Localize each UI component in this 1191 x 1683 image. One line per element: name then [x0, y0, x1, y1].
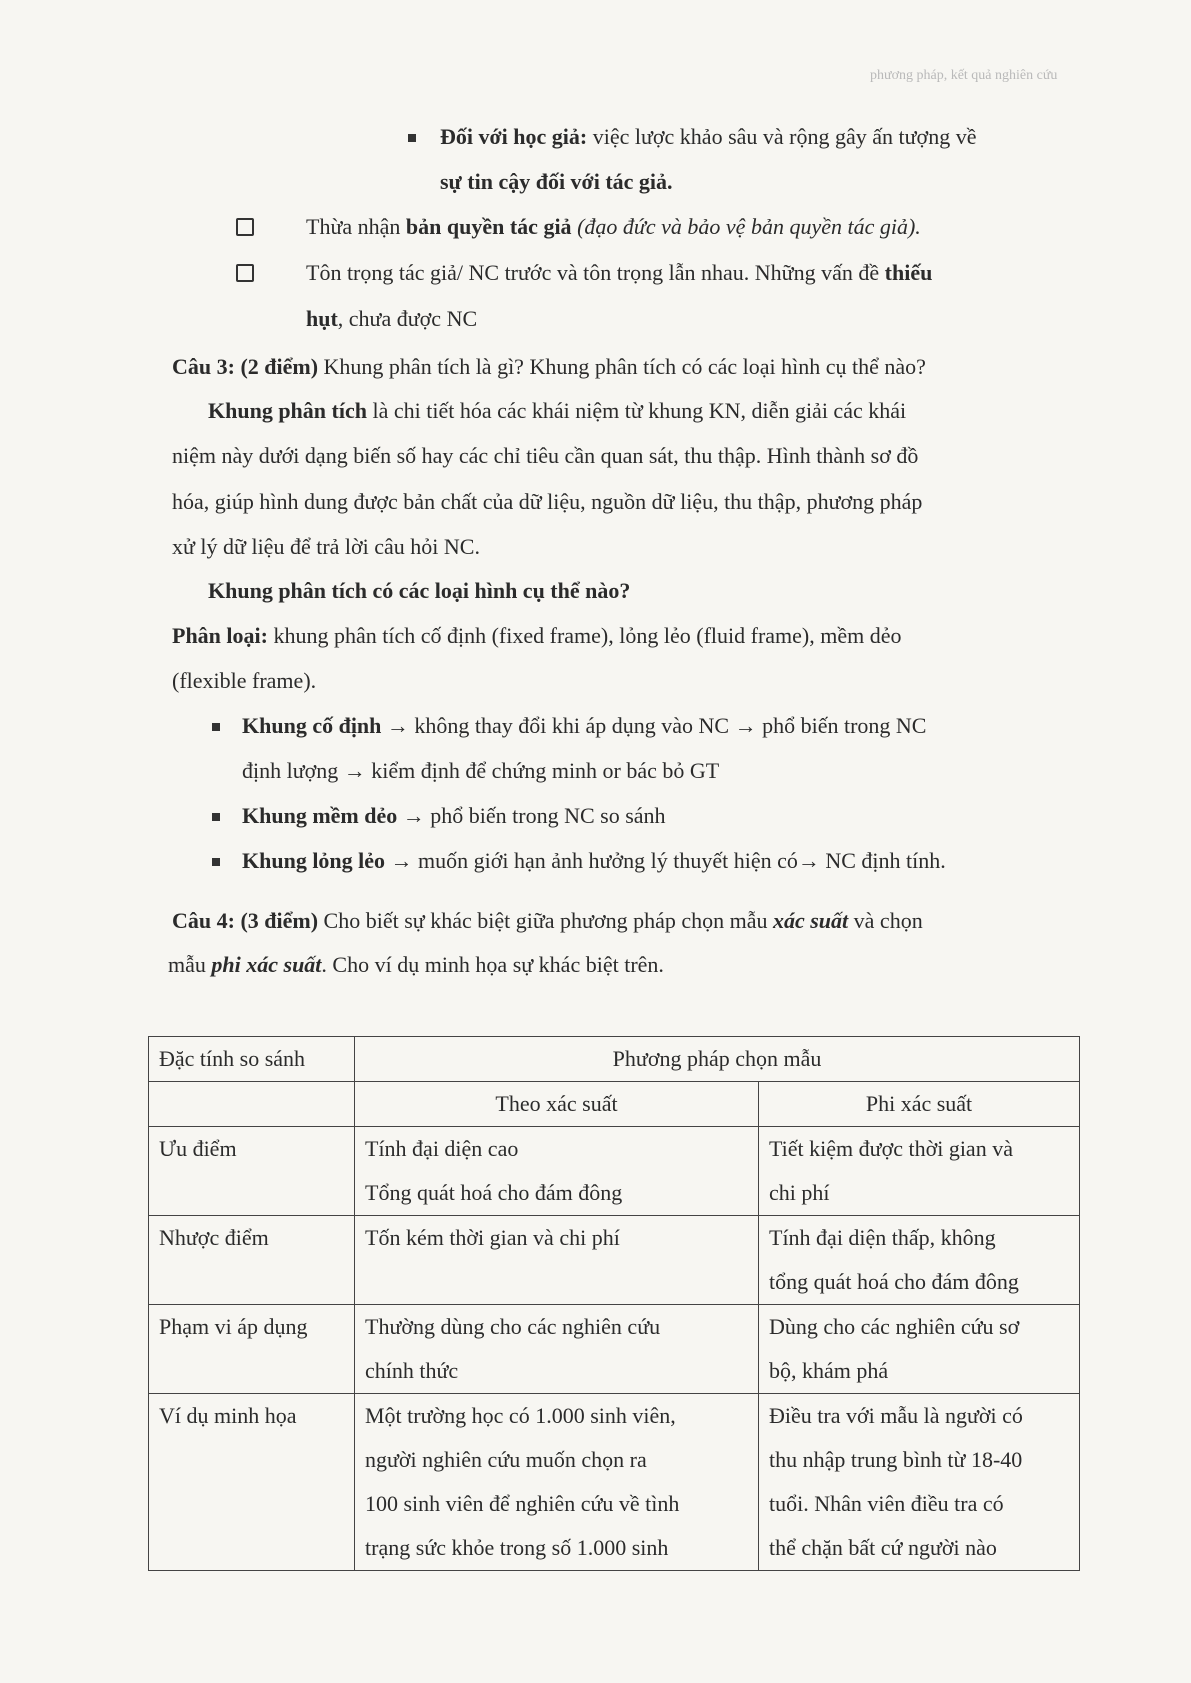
cell-line: chi phí — [769, 1180, 830, 1205]
row-label: Ưu điểm — [149, 1127, 355, 1216]
q4-l2a: mẫu — [168, 952, 212, 977]
row-label: Phạm vi áp dụng — [149, 1305, 355, 1394]
check2-bold1: thiếu — [884, 260, 933, 285]
q4-l2b: . Cho ví dụ minh họa sự khác biệt trên. — [321, 952, 664, 977]
row-prob-cell — [355, 1394, 759, 1571]
bullet-marker — [408, 134, 416, 142]
cell-line: bộ, khám phá — [769, 1358, 889, 1383]
frame-3-bold: Khung lỏng lẻo — [242, 848, 386, 873]
classify-l1: khung phân tích cố định (fixed frame), lỏng lẻo (fluid frame), mềm dẻo — [267, 623, 902, 648]
cell-line: Tiết kiệm được thời gian và — [769, 1136, 1013, 1161]
row-nonprob-cell — [759, 1394, 1080, 1571]
row-prob-cell — [355, 1216, 759, 1305]
cell-line: người nghiên cứu muốn chọn ra — [365, 1447, 647, 1472]
cell-line: Điều tra với mẫu là người có — [769, 1403, 1023, 1428]
question-4-line1 — [172, 906, 923, 936]
cell-line: Dùng cho các nghiên cứu sơ — [769, 1314, 1020, 1339]
bullet-scholar-label: Đối với học giả: — [440, 124, 588, 149]
bullet-scholar-line2: sự tin cậy đối với tác giả. — [440, 169, 673, 194]
q4-l1i: xác suất — [772, 908, 849, 933]
check-item-1 — [306, 212, 921, 242]
para1-line4: xử lý dữ liệu để trả lời câu hỏi NC. — [172, 534, 480, 559]
header-method: Phương pháp chọn mẫu — [355, 1037, 1080, 1082]
frame-3-text: → muốn giới hạn ảnh hưởng lý thuyết hiện có→ NC định tính. — [385, 848, 946, 873]
frame-item-1 — [242, 711, 926, 741]
row-label: Ví dụ minh họa — [149, 1394, 355, 1571]
check-item-2-line2 — [306, 304, 477, 334]
bullet-marker — [212, 723, 220, 731]
row-prob-cell — [355, 1305, 759, 1394]
cell-line: trạng sức khỏe trong số 1.000 sinh — [365, 1535, 669, 1560]
check2-text: Tôn trọng tác giả/ NC trước và tôn trọng lẫn nhau. Những vấn đề — [306, 260, 885, 285]
bullet-scholar-line1 — [440, 122, 976, 152]
classify-label: Phân loại: — [172, 623, 268, 648]
cell-line: thể chặn bất cứ người nào — [769, 1535, 997, 1560]
q4-l1b: và chọn — [848, 908, 923, 933]
table-row — [149, 1394, 1080, 1571]
check1-bold: bản quyền tác giả — [405, 214, 572, 239]
header-probability: Theo xác suất — [355, 1082, 759, 1127]
classify-line2: (flexible frame). — [172, 668, 317, 693]
cell-line: thu nhập trung bình từ 18-40 — [769, 1447, 1023, 1472]
cell-line: tuổi. Nhân viên điều tra có — [769, 1491, 1004, 1516]
checkbox-icon — [236, 218, 254, 236]
q3-text: Khung phân tích là gì? Khung phân tích có các loại hình cụ thể nào? — [318, 354, 926, 379]
q4-l2i: phi xác suất — [211, 952, 322, 977]
table-subheader-row — [149, 1082, 1080, 1127]
table-header-row — [149, 1037, 1080, 1082]
table-row — [149, 1305, 1080, 1394]
para1-line3: hóa, giúp hình dung được bản chất của dữ liệu, nguồn dữ liệu, thu thập, phương pháp — [172, 489, 923, 514]
row-nonprob-cell — [759, 1305, 1080, 1394]
para1-line1 — [208, 396, 906, 426]
para1-bold: Khung phân tích — [208, 398, 367, 423]
subheading: Khung phân tích có các loại hình cụ thể nào? — [208, 578, 631, 603]
frame-item-3 — [242, 846, 946, 876]
table-row — [149, 1127, 1080, 1216]
comparison-table — [148, 1036, 1080, 1571]
q3-label: Câu 3: (2 điểm) — [172, 354, 319, 379]
cell-line: 100 sinh viên để nghiên cứu về tình — [365, 1491, 680, 1516]
para1-l1: là chi tiết hóa các khái niệm từ khung KN, diễn giải các khái — [366, 398, 907, 423]
question-4-line2 — [168, 950, 664, 980]
header-non-probability: Phi xác suất — [759, 1082, 1080, 1127]
frame-2-bold: Khung mềm dẻo — [242, 803, 398, 828]
cell-line: Tính đại diện thấp, không — [769, 1225, 996, 1250]
cell-line: Một trường học có 1.000 sinh viên, — [365, 1403, 676, 1428]
frame-item-1-line2: định lượng → kiểm định để chứng minh or bác bỏ GT — [242, 758, 720, 783]
row-nonprob-cell — [759, 1216, 1080, 1305]
check1-italic: (đạo đức và bảo vệ bản quyền tác giả). — [571, 214, 921, 239]
bullet-marker — [212, 813, 220, 821]
cell-line: chính thức — [365, 1358, 459, 1383]
check-item-2-line1 — [306, 258, 932, 288]
row-nonprob-cell — [759, 1127, 1080, 1216]
cell-line: Tốn kém thời gian và chi phí — [365, 1225, 620, 1250]
faded-header-text: phương pháp, kết quả nghiên cứu — [870, 68, 1058, 83]
para1-line2: niệm này dưới dạng biến số hay các chỉ tiêu cần quan sát, thu thập. Hình thành sơ đồ — [172, 443, 919, 468]
classify-line1 — [172, 621, 902, 651]
table-row — [149, 1216, 1080, 1305]
header-feature: Đặc tính so sánh — [149, 1037, 355, 1082]
question-3 — [172, 352, 926, 382]
q4-label: Câu 4: (3 điểm) — [172, 908, 319, 933]
frame-1-text: → không thay đổi khi áp dụng vào NC → phổ biến trong NC — [381, 713, 927, 738]
row-prob-cell — [355, 1127, 759, 1216]
bullet-scholar-text: việc lược khảo sâu và rộng gây ấn tượng về — [587, 124, 977, 149]
frame-1-bold: Khung cố định — [242, 713, 382, 738]
subheader-empty — [149, 1082, 355, 1127]
check2-line2: , chưa được NC — [337, 306, 478, 331]
cell-line: Tổng quát hoá cho đám đông — [365, 1180, 623, 1205]
checkbox-icon — [236, 264, 254, 282]
bullet-marker — [212, 858, 220, 866]
check1-pre: Thừa nhận — [306, 214, 406, 239]
cell-line: Tính đại diện cao — [365, 1136, 519, 1161]
frame-2-text: → phổ biến trong NC so sánh — [397, 803, 666, 828]
cell-line — [365, 1260, 748, 1304]
row-label: Nhược điểm — [149, 1216, 355, 1305]
cell-line: tổng quát hoá cho đám đông — [769, 1269, 1019, 1294]
cell-line: Thường dùng cho các nghiên cứu — [365, 1314, 661, 1339]
frame-item-2 — [242, 801, 666, 831]
check2-bold2: hụt — [306, 306, 338, 331]
q4-l1a: Cho biết sự khác biệt giữa phương pháp chọn mẫu — [318, 908, 773, 933]
